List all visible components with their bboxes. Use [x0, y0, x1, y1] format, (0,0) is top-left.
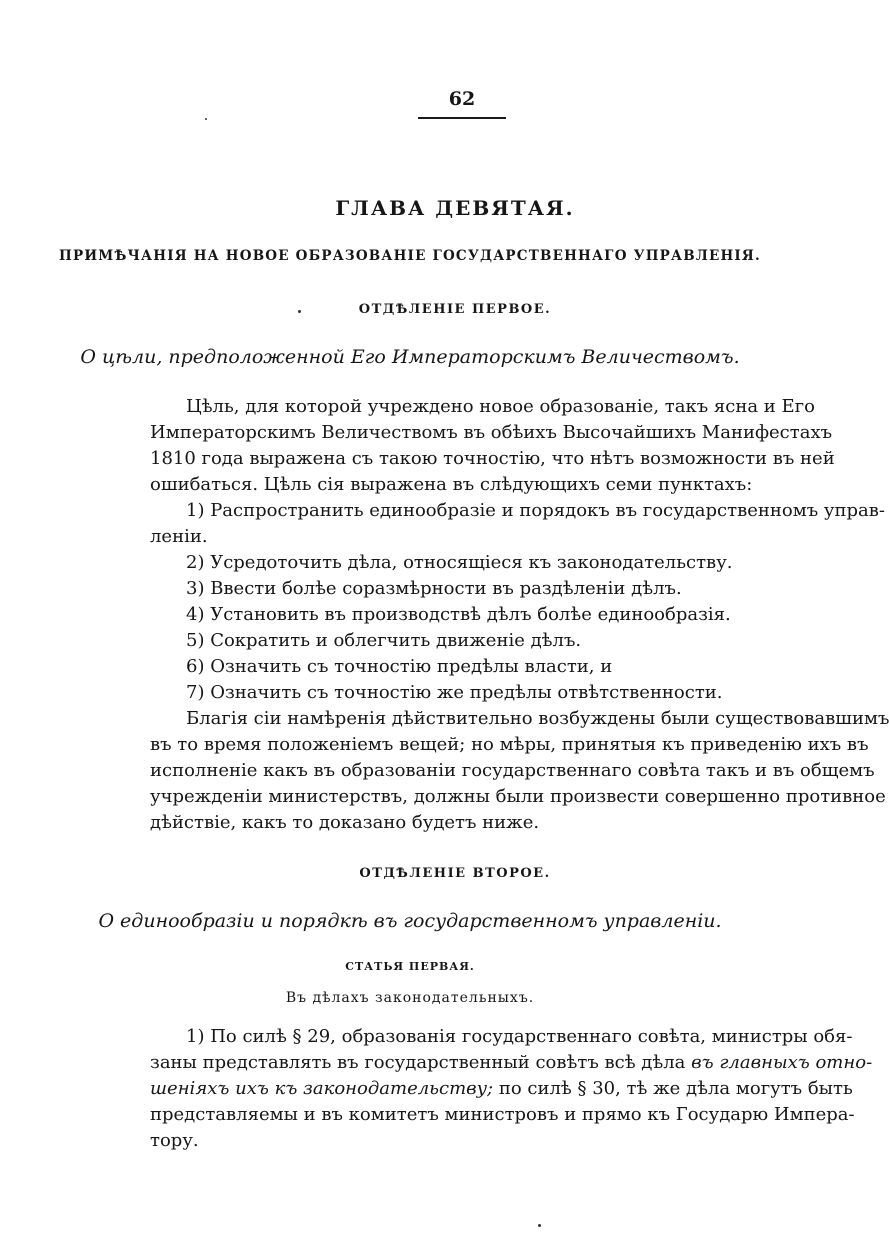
paragraph-line: представляемы и въ комитетъ министровъ и прямо къ Государю Импера- [150, 1104, 855, 1125]
section-title: ОТДѢЛЕНІЕ ПЕРВОЕ. [358, 302, 552, 317]
paragraph-line: 1) По силѣ § 29, образованія государственнаго совѣта, министры обя- [186, 1026, 853, 1047]
list-item: леніи. [150, 526, 208, 547]
paragraph-line: исполненіе какъ въ образованіи государственнаго совѣта такъ и въ общемъ [150, 760, 875, 781]
paragraph-line: Цѣль, для которой учреждено новое образованіе, такъ ясна и Его [186, 396, 815, 417]
list-item: 5) Сократить и облегчить движеніе дѣлъ. [186, 630, 582, 651]
chapter-title: ГЛАВА ДЕВЯТАЯ. [335, 196, 575, 220]
section-title: ОТДѢЛЕНІЕ ВТОРОЕ. [359, 866, 551, 881]
list-item: 3) Ввести болѣе соразмѣрности въ раздѣленіи дѣлъ. [186, 578, 682, 599]
print-speck [538, 1224, 541, 1227]
page-number: 62 [448, 88, 476, 110]
article-title: СТАТЬЯ ПЕРВАЯ. [345, 960, 475, 973]
italic-run: въ главныхъ отно- [691, 1052, 873, 1073]
paragraph-line: Благія сіи намѣренія дѣйствительно возбуждены были существовавшимъ [186, 708, 889, 729]
list-item: 7) Означить съ точностію же предѣлы отвѣтственности. [186, 682, 723, 703]
paragraph-line [150, 1052, 873, 1074]
paragraph-line: Императорскимъ Величествомъ въ обѣихъ Высочайшихъ Манифестахъ [150, 422, 833, 443]
section-heading: О единообразіи и порядкѣ въ государственномъ управленіи. [98, 910, 722, 932]
paragraph-line [150, 1078, 853, 1100]
paragraph-line: дѣйствіе, какъ то доказано будетъ ниже. [150, 812, 540, 833]
chapter-subtitle: ПРИМѢЧАНІЯ НА НОВОЕ ОБРАЗОВАНІЕ ГОСУДАРСТВЕННАГО УПРАВЛЕНІЯ. [59, 248, 761, 264]
list-item: 2) Усредоточить дѣла, относящіеся къ законодательству. [186, 552, 733, 573]
text-run: по силѣ § 30, тѣ же дѣла могутъ быть [493, 1078, 853, 1099]
page-number-rule [418, 117, 506, 119]
list-item: 4) Установить въ производствѣ дѣлъ болѣе единообразія. [186, 604, 731, 625]
list-item: 6) Означить съ точностію предѣлы власти, и [186, 656, 613, 677]
paragraph-line: ошибаться. Цѣль сія выражена въ слѣдующихъ семи пунктахъ: [150, 474, 753, 495]
print-speck [298, 310, 301, 313]
paragraph-line: тору. [150, 1130, 199, 1151]
section-heading: О цѣли, предположенной Его Императорскимъ Величествомъ. [80, 346, 740, 368]
paragraph-line: 1810 года выражена съ такою точностію, что нѣтъ возможности въ ней [150, 448, 835, 469]
list-item: 1) Распространить единообразіе и порядокъ въ государственномъ управ- [186, 500, 885, 521]
paragraph-line: учрежденіи министерствъ, должны были произвести совершенно противное [150, 786, 886, 807]
print-speck [205, 118, 207, 120]
italic-run: шеніяхъ ихъ къ законодательству; [150, 1078, 494, 1099]
text-run: заны представлять въ государственный совѣтъ всѣ дѣла [150, 1052, 692, 1073]
article-subtitle: Въ дѣлахъ законодательныхъ. [285, 990, 535, 1006]
paragraph-line: въ то время положеніемъ вещей; но мѣры, принятыя къ приведенію ихъ въ [150, 734, 869, 755]
